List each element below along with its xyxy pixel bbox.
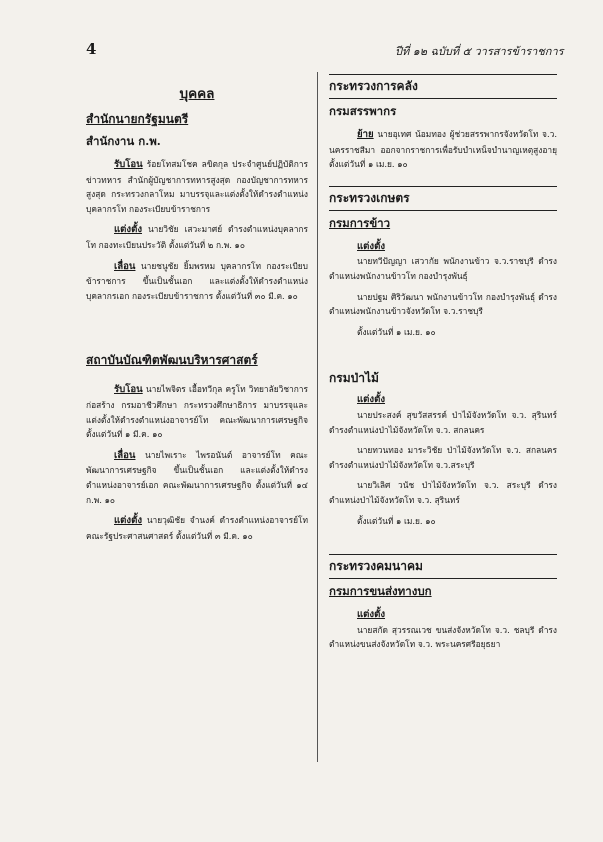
entry-text: นายสกัด สุวรรณเวช ขนส่งจังหวัดโท จ.ว. ชลบุรี ดำรงตำแหน่งขนส่งจังหวัดโท จ.ว. พระนครศรีอยุธยา (329, 624, 557, 650)
page-number: 4 (86, 40, 97, 58)
ministry-heading-agriculture: กระทรวงเกษตร (329, 186, 557, 211)
entry-label: แต่งตั้ง (114, 224, 143, 236)
dept-heading-revenue: กรมสรรพากร (329, 104, 397, 118)
org-heading-prime-minister-office: สำนักนายกรัฐมนตรี (86, 112, 189, 126)
column-divider (317, 72, 318, 762)
entry-text: นายทวีปัญญา เสวากัย พนักงานข้าว จ.ว.ราชบุรี ดำรงตำแหน่งพนักงานข้าวโท กองบำรุงพันธุ์ (329, 256, 557, 281)
ministry-heading-finance: กระทรวงการคลัง (329, 74, 557, 99)
entry-promote-2 (86, 448, 308, 507)
entry-text: นายไพจิตร เอื้อทวีกุล ครูโท วิทยาลัยวิชาการก่อสร้าง กรมอาชีวศึกษา กระทรวงศึกษาธิการ มาบรรจุและแต่งตั้งให้ดำรงตำแหน่งอาจารย์โท คณะพัฒนาการเศรษฐกิจ ตั้งแต่วันที่ ๑ มี.ค. ๑๐ (86, 384, 308, 440)
entry-label: เลื่อน (114, 260, 136, 272)
running-header-title: ปีที่ ๑๒ ฉบับที่ ๕ วารสารข้าราชการ (395, 45, 564, 58)
effective-date-forest: ตั้งแต่วันที่ ๑ เม.ย. ๑๐ (357, 515, 436, 526)
entry-promote-1 (86, 259, 308, 304)
entry-appoint-rice-1 (329, 254, 557, 283)
entry-text: นายวุฒิชัย จำนงค์ ดำรงตำแหน่งอาจารย์โท คณะรัฐประศาสนศาสตร์ ตั้งแต่วันที่ ๓ มี.ค. ๑๐ (86, 515, 308, 541)
dept-heading-land-transport: กรมการขนส่งทางบก (329, 584, 432, 599)
entry-appoint-1 (86, 222, 308, 252)
entry-label: แต่งตั้ง (357, 394, 386, 406)
entry-label: แต่งตั้ง (114, 515, 143, 527)
entry-appoint-forest-2 (329, 443, 557, 472)
entry-appoint-rice-2 (329, 290, 557, 319)
entry-retire-1 (329, 127, 557, 172)
entry-appoint-forest-1 (329, 408, 557, 437)
entry-transfer-1 (86, 157, 308, 216)
dept-heading-forestry: กรมป่าไม้ (329, 371, 379, 386)
entry-text: นายวิชัย เสวะมาศย์ ดำรงตำแหน่งบุคลากรโท กองทะเบียนประวัติ ตั้งแต่วันที่ ๒ ก.พ. ๑๐ (86, 224, 308, 250)
entry-label: แต่งตั้ง (357, 609, 386, 621)
entry-appoint-2 (86, 513, 308, 543)
entry-transfer-2 (86, 382, 308, 441)
entry-label: รับโอน (114, 384, 143, 396)
ministry-heading-transport: กระทรวงคมนาคม (329, 554, 557, 579)
entry-text: นายอุเทศ น้อมทอง ผู้ช่วยสรรพากรจังหวัดโท จ.ว. นครราชสีมา ออกจากราชการเพื่อรับบำเหน็จบำนาญเหตุสูงอายุ ตั้งแต่วันที่ ๑ เม.ย. ๑๐ (329, 129, 557, 170)
entry-text: นายทวนทอง มาระวิชัย ป่าไม้จังหวัดโท จ.ว. สกลนคร ดำรงตำแหน่งป่าไม้จังหวัดโท จ.ว.สระบุรี (329, 445, 557, 470)
effective-date-rice: ตั้งแต่วันที่ ๑ เม.ย. ๑๐ (357, 326, 436, 337)
entry-label: รับโอน (114, 159, 143, 170)
entry-text: นายไพเราะ ไพรอนันต์ อาจารย์โท คณะพัฒนาการเศรษฐกิจ ขึ้นเป็นชั้นเอก และแต่งตั้งให้ดำรงตำแหน่งอาจารย์เอก คณะพัฒนาการเศรษฐกิจ ตั้งแต่วันที่ ๑๔ ก.พ. ๑๐ (86, 449, 308, 505)
entry-label: แต่งตั้ง (357, 240, 386, 252)
entry-label: ย้าย (357, 129, 374, 140)
dept-heading-rice: กรมการข้าว (329, 215, 391, 230)
entry-text: นายวิเลิศ วนัช ป่าไม้จังหวัดโท จ.ว. สระบุรี ดำรงตำแหน่งป่าไม้จังหวัดโท จ.ว. สุรินทร์ (329, 480, 557, 505)
entry-text: ร้อยโทสมโชค ลขิตกุล ประจำศูนย์ปฏิบัติการข่าวทหาร สำนักผู้บัญชาการทหารสูงสุด กองบัญชาการทหารสูงสุด กระทรวงกลาโหม มาบรรจุและแต่งตั้งให้ดำรงตำแหน่งบุคลากรโท กองระเบียบข้าราชการ (86, 159, 308, 214)
entry-appoint-transport-1 (329, 623, 557, 652)
sub-heading-ocsc: สำนักงาน ก.พ. (86, 134, 161, 148)
entry-text: นายชนูชัย ยิ้มพรหม บุคลากรโท กองระเบียบข้าราชการ ขึ้นเป็นชั้นเอก และแต่งตั้งให้ดำรงตำแหน่งบุคลากรเอก กองระเบียบข้าราชการ ตั้งแต่วันที่ ๓๐ มี.ค. ๑๐ (86, 260, 308, 301)
entry-appoint-forest-3 (329, 478, 557, 507)
org-heading-nida: สถาบันบัณฑิตพัฒนบริหารศาสตร์ (86, 353, 258, 368)
left-column (86, 74, 308, 549)
right-column (329, 74, 557, 658)
entry-text: นายปฐม ศิริวัฒนา พนักงานข้าวโท กองบำรุงพันธุ์ ดำรงตำแหน่งพนักงานข้าวจังหวัดโท จ.ว.ราชบุรี (329, 291, 557, 317)
section-title: บุคคล (179, 86, 215, 102)
entry-text: นายประสงค์ สุขวัสสรรค์ ป่าไม้จังหวัดโท จ.ว. สุรินทร์ ดำรงตำแหน่งป่าไม้จังหวัดโท จ.ว. สกลนคร (329, 409, 557, 435)
entry-label: เลื่อน (114, 449, 136, 461)
